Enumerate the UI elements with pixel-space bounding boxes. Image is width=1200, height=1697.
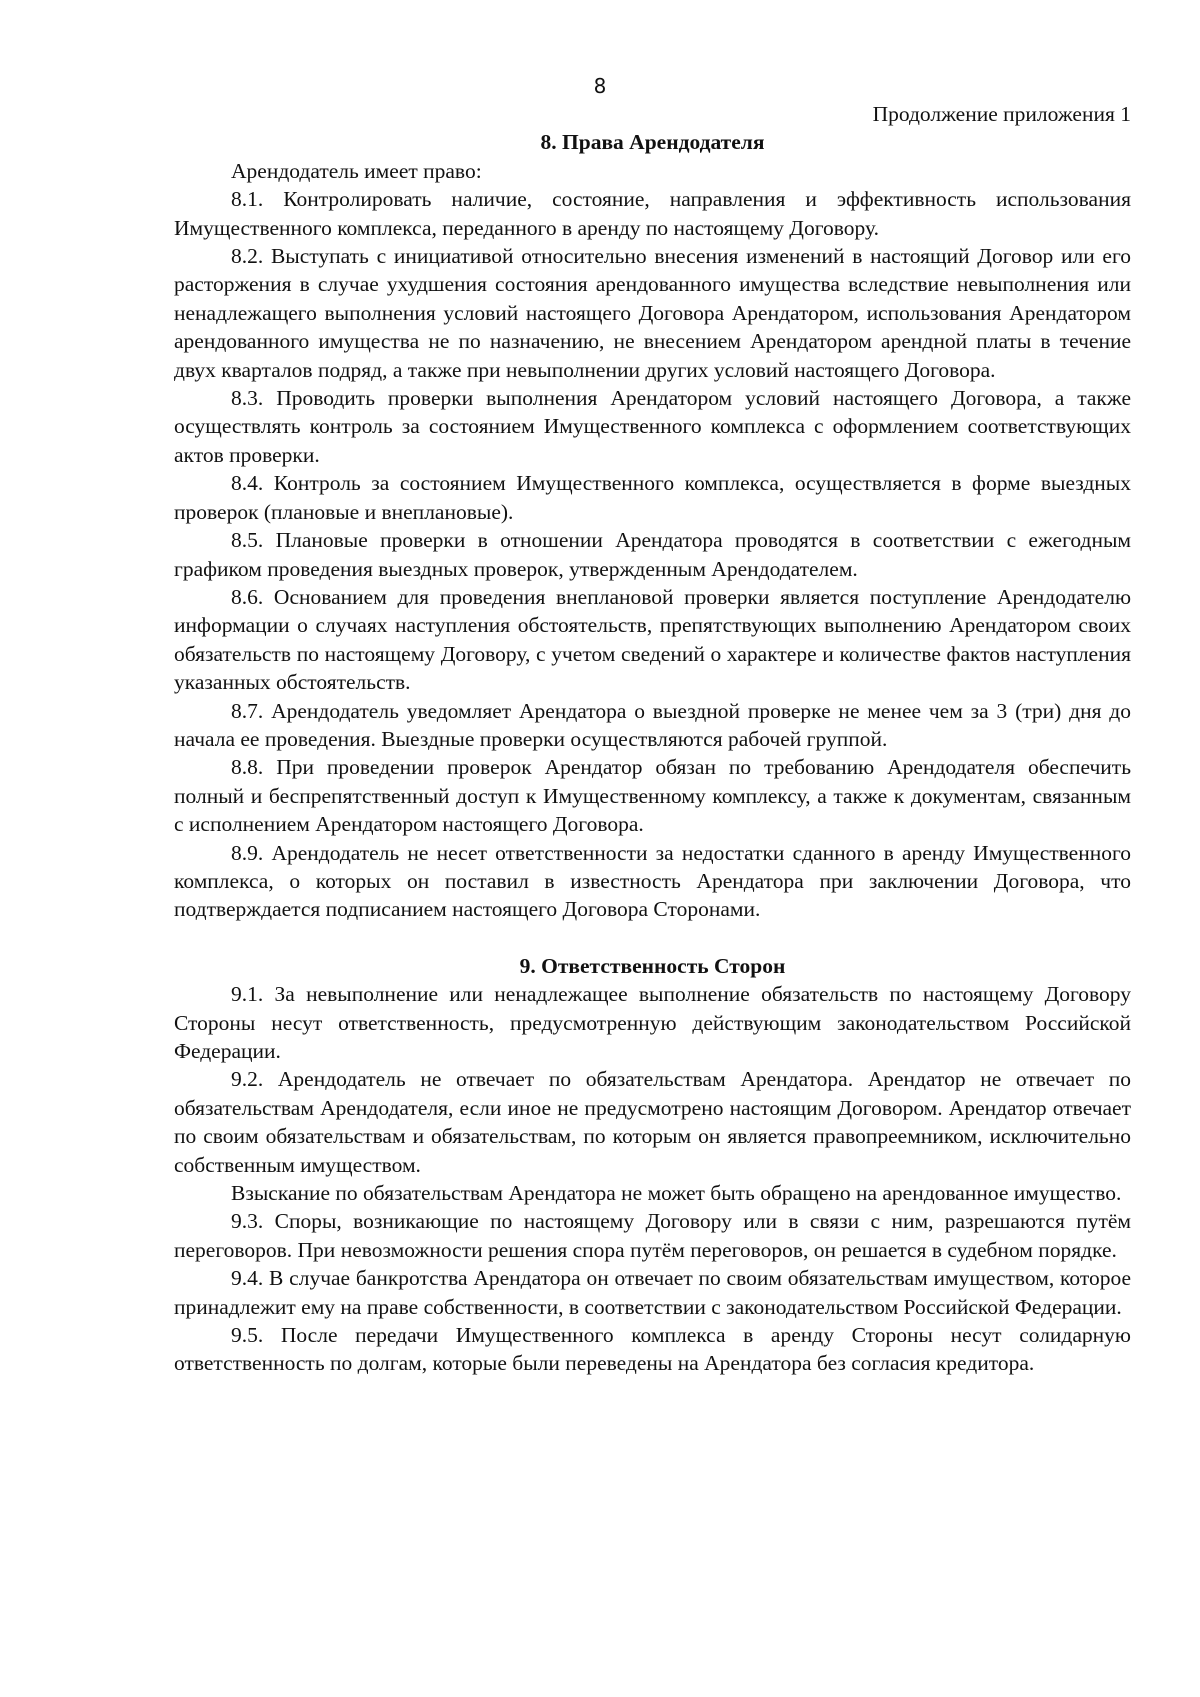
clause-text: При проведении проверок Арендатор обязан по требованию Арендодателя обеспечить полный и беспрепятственный доступ к Имущественному комплексу, а также к документам, связанным с исполнением Арендатором настоящего Договора. (174, 755, 1132, 837)
clause-9-1 (174, 980, 1131, 1065)
clause-8-8 (174, 753, 1131, 838)
clause-text: Арендодатель не несет ответственности за недостатки сданного в аренду Имущественного комплекса, о которых он поставил в известность Арендатора при заключении Договора, что подтверждается подписанием настоящего Договора Сторонами. (174, 840, 1131, 922)
clause-text: Проводить проверки выполнения Арендатором условий настоящего Договора, а также осуществлять контроль за состоянием Имущественного комплекса с оформлением соответствующих актов проверки. (174, 386, 1131, 467)
clause-number: 8.9. (231, 840, 264, 865)
section-9-heading: 9. Ответственность Сторон (519, 953, 786, 978)
clause-text: За невыполнение или ненадлежащее выполнение обязательств по настоящему Договору Стороны несут ответственность, предусмотренную действующим законодательством Российской Федерации. (174, 982, 1131, 1063)
clause-8-4 (174, 469, 1131, 526)
clause-number: 8.8. (231, 755, 264, 780)
clause-number: 9.4. (231, 1266, 264, 1291)
clause-9-2-continuation: Взыскание по обязательствам Арендатора не может быть обращено на арендованное имущество. (231, 1181, 1122, 1206)
clause-number: 8.3. (231, 386, 264, 411)
clause-8-5 (174, 526, 1131, 583)
clause-number: 8.2. (231, 244, 264, 269)
clause-number: 8.1. (231, 187, 264, 212)
clause-number: 8.6. (231, 584, 264, 609)
clause-text: Арендодатель не отвечает по обязательствам Арендатора. Арендатор не отвечает по обязательствам Арендодателя, если иное не предусмотрено настоящим Договором. Арендатор отвечает по своим обязательствам и обязательствам, по которым он является правопреемником, исключительно собственным имуществом. (174, 1067, 1132, 1177)
page-content (174, 100, 1131, 1378)
clause-8-9 (174, 839, 1131, 924)
clause-text: Плановые проверки в отношении Арендатора проводятся в соответствии с ежегодным графиком проведения выездных проверок, утвержденным Арендодателем. (174, 528, 1131, 581)
clause-text: Арендодатель уведомляет Арендатора о выездной проверке не менее чем за 3 (три) дня до начала ее проведения. Выездные проверки осуществляются рабочей группой. (174, 698, 1132, 751)
clause-text: Контроль за состоянием Имущественного комплекса, осуществляется в форме выездных проверок (плановые и внеплановые). (174, 471, 1131, 524)
clause-text: Выступать с инициативой относительно внесения изменений в настоящий Договор или его расторжения в случае ухудшения состояния арендованного имущества вследствие невыполнения или ненадлежащего выполнения условий настоящего Договора Арендатором, использования Арендатором арендованного имущества не по назначению, не внесением Арендатором арендной платы в течение двух кварталов подряд, а также при невыполнении других условий настоящего Договора. (174, 244, 1131, 382)
section-8-heading: 8. Права Арендодателя (540, 130, 765, 155)
section-8-intro: Арендодатель имеет право: (231, 158, 482, 183)
clause-8-2 (174, 242, 1131, 384)
clause-text: После передачи Имущественного комплекса в аренду Стороны несут солидарную ответственность по долгам, которые были переведены на Арендатора без согласия кредитора. (174, 1323, 1131, 1376)
clause-8-7 (174, 697, 1131, 754)
clause-number: 9.2. (231, 1067, 264, 1092)
clause-9-3 (174, 1207, 1131, 1264)
clause-number: 9.1. (231, 982, 264, 1007)
clause-number: 8.7. (231, 698, 264, 723)
clause-text: Споры, возникающие по настоящему Договору или в связи с ним, разрешаются путём переговоров. При невозможности решения спора путём переговоров, он решается в судебном порядке. (174, 1209, 1132, 1262)
clause-9-2 (174, 1065, 1131, 1179)
clause-8-1 (174, 185, 1131, 242)
clause-number: 9.3. (231, 1209, 264, 1234)
clause-8-6 (174, 583, 1131, 697)
clause-number: 8.5. (231, 528, 264, 553)
clause-9-5 (174, 1321, 1131, 1378)
clause-text: Контролировать наличие, состояние, направления и эффективность использования Имущественного комплекса, переданного в аренду по настоящему Договору. (174, 187, 1131, 240)
clause-number: 9.5. (231, 1323, 264, 1348)
clause-9-4 (174, 1264, 1131, 1321)
clause-number: 8.4. (231, 471, 264, 496)
clause-text: В случае банкротства Арендатора он отвечает по своим обязательствам имуществом, которое принадлежит ему на праве собственности, в соответствии с законодательством Российской Федерации. (174, 1266, 1132, 1319)
clause-text: Основанием для проведения внеплановой проверки является поступление Арендодателю информации о случаях наступления обстоятельств, препятствующих выполнению Арендатором своих обязательств по настоящему Договору, с учетом сведений о характере и количестве фактов наступления указанных обстоятельств. (174, 584, 1132, 695)
clause-8-3 (174, 384, 1131, 469)
appendix-note: Продолжение приложения 1 (872, 102, 1131, 126)
page-number: 8 (593, 74, 607, 98)
